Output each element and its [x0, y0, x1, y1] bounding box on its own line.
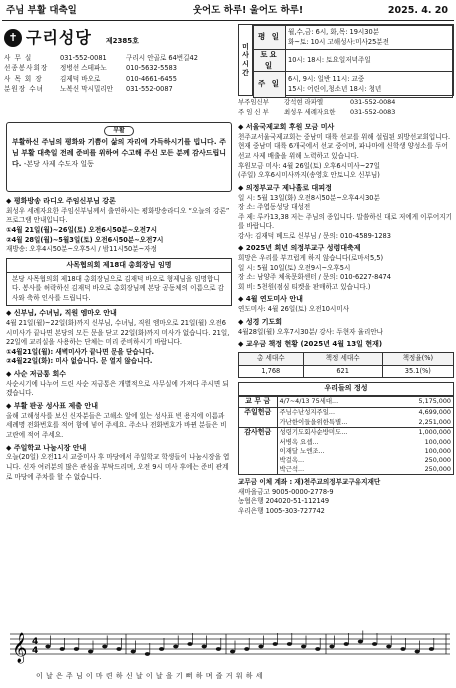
note-head	[273, 642, 278, 646]
note-head	[88, 650, 93, 654]
note-head	[216, 647, 221, 651]
mass-row-value: 6시, 9시: 일반 11시: 교중 15시: 어린이,청소년 18시: 청년	[286, 72, 453, 98]
note-head	[102, 645, 107, 649]
note-head	[116, 647, 121, 651]
mass-row-key: 평 일	[254, 26, 286, 50]
staff-value: 정병선 스테파노	[60, 64, 107, 73]
note-head	[258, 645, 263, 649]
right-notices: ◆ 서울국제교회 후원 모금 미사 천주교서울국제교회는 중남미 대륙 선교를 위해 설립된 외방선교회입니다. 현재 중남미 대륙 6개국에서 선교 중이며, 파나마에 신학생 양성소를 두어 선교 사제 배출을 위해 노력하고 있습니다. 후원모금 미사: 4월 26일(토) 오후6시미사~27일 (주일) 오후6시미사까지(송영호 안토니오 신부님) ◆ 의정부교구 제나흘로 대피정 일 시: 5월 13일(화) 오전8시50분~오후4시30분 장 소: 주엽동성당 대성전 주 제: 루카13,38 저는 주님의 종입니다. 말씀하신 대로 저에게 이루어지기를 바랍니다. 강사: 김재덕 베드로 신부님 / 문의: 010-4589-1283 ◆ 2025년 희년 의정부교구 성령대축제 희망은 우리를 부끄럽게 하지 않습니다(로마서5,5) 일 시: 5월 10일(토) 오전9시~오후5시 장 소: 남양주 체육문화센터 / 문의: 010-6227-8474 회 비: 5천원(점심 티켓을 판매하고 있습니다.) ◆ 4월 연도미사 안내 연도미사: 4월 26일(토) 오전10시미사 ◆ 성경 기도회 4월28일(월) 오후7시30분/ 강사: 두현자 율리안나 ◆ 교우금 책정 현황 (2025년 4월 13일 현재) 총 세대수 책정 세대수 책정율(%) 1,768 621 35.1(%) 우리들의 정성 교 무 금 4/7~4/13 75세대... 5,175,000 주일헌금 주님수난성지주일... 4,699,000 가난한이들을위한특별... 2,251,000 감사헌금 성령기도회사순방미도... 1,000,000 서병옥 요셉... 100,000 이재달 노엔조... 100,000 박걸옥... 250,000 박근석... 250,000 교무금 이체 계좌 : 재)천주교의정부교구유지재단 새마을금고 9005-0000-2778-9 농협은행 204020-51-112149 우리은행 1005-303-727742	[238, 123, 453, 515]
time-signature: 4	[32, 646, 39, 656]
note-head	[344, 642, 349, 646]
time-signature: 4	[32, 637, 39, 647]
staff-value: 노복신 막시밀리안	[60, 85, 114, 94]
note-head	[315, 647, 320, 651]
feast-name: 주님 부활 대축일	[6, 5, 77, 17]
parish-header	[4, 24, 234, 120]
note-head	[372, 642, 377, 646]
notice-title: ◆ 의정부교구 제나흘로 대피정	[238, 183, 332, 192]
note-head	[358, 640, 363, 644]
staff-list	[4, 54, 234, 94]
note-head	[429, 647, 434, 651]
notice-title: ◆ 2025년 희년 의정부교구 성령대축제	[238, 244, 361, 253]
notice-title: ◆ 성경 기도회	[238, 317, 283, 326]
staff-value: 김제덕 바오로	[60, 74, 101, 83]
hymn-lyrics: 이 날 은 주 님 이 마 련 하 신 날 이 날 을 기 뻐 하 며 즐 거 워 하 세	[36, 672, 263, 680]
note-head	[60, 647, 65, 651]
note-head	[74, 647, 79, 651]
offering-table	[238, 382, 454, 475]
offering-row: 교 무 금 4/7~4/13 75세대... 5,175,000	[239, 397, 453, 408]
notice-title: ◆ 평화방송 라디오 주임신부님 강론	[6, 197, 116, 205]
note-head	[173, 645, 178, 649]
staff-value: 010-5632-5583	[126, 64, 177, 73]
staff-label: 선종봉사회장	[4, 64, 49, 73]
pledge-status-table: 총 세대수 책정 세대수 책정율(%) 1,768 621 35.1(%)	[238, 352, 454, 378]
note-head	[159, 647, 164, 651]
staff-value: 구리시 안골로 64번길42	[126, 54, 198, 62]
notice-body: 최성우 세례자요한 주임신부님께서 출연하시는 평화방송라디오 “오늘의 강론” 프로그램 안내입니다.	[6, 206, 230, 225]
staff-value: 010-4661-6455	[126, 74, 177, 83]
offering-row: 이재달 노엔조... 100,000	[239, 447, 453, 456]
note-head	[400, 647, 405, 651]
notice-title: ◆ 주일학교 나눔시장 안내	[6, 443, 87, 452]
staff-value: 031-552-0087	[126, 85, 173, 94]
note-head	[187, 642, 192, 646]
offering-row: 감사헌금 성령기도회사순방미도... 1,000,000	[239, 428, 453, 438]
mass-row-key: 주 일	[254, 72, 286, 98]
clergy-list: 부주임신부 강석현 라파엘 031-552-0084 주 임 신 부 최성우 세례자요한 031-552-0083	[238, 98, 396, 117]
issue-number: 제2385호	[105, 37, 139, 46]
note-head	[386, 645, 391, 649]
notice-title: ◆ 4월 연도미사 안내	[238, 295, 303, 304]
offering-row: 박근석... 250,000	[239, 465, 453, 474]
staff-label: 사 목 회 장	[4, 74, 43, 83]
issue-date: 2025. 4. 20	[387, 5, 448, 17]
left-notices: ◆ 평화방송 라디오 주임신부님 강론 최성우 세례자요한 주임신부님께서 출연하시는 평화방송라디오 “오늘의 강론” 프로그램 안내입니다. ①4월 21일(월)~26일(토) 오전6시50분~오전7시 ②4월 28일(월)~5월3일(토) 오전6시50분~오전7시 재방송: 오후4시50분~오후5시 / 밤11시50분~자정 사목협의회 제18대 총회장님 임명 본당 사목협의회 제18대 총회장님으로 김재덕 바오로 형제님을 임명합니다. 봉사를 허락하신 김재덕 바오로 총회장님께 본당 공동체의 이름으로 감사와 축하 인사를 드립니다. ◆ 신부님, 수녀님, 직원 엠마오 안내 4월 21일(월)~22일(화)까지 신부님, 수녀님, 직원 엠마오로 21일(월) 오전6시미사가 끝나면 본당의 모든 문을 닫고 22일(화)까지 미사가 없습니다. 21일, 22일에 교리실을 사용하는 단체는 미리 준비하시기 바랍니다. ①4월21일(월): 새벽미사가 끝나면 문을 닫습니다. ②4월22일(화): 미사 없습니다. 문 열지 않습니다. ◆ 사순 저금통 회수 사순시기에 나누어 드린 사순 저금통은 개별적으로 사무실에 가져다 주시면 되겠습니다. ◆ 부활 판공 성사표 제출 안내 올해 고해성사를 보신 신자분들은 고해소 앞에 있는 성사표 빈 용지에 이름과 세례명 전화번호를 적어 함에 넣어 주세요. 주소나 전화번호가 바뀐 분들은 비고란에 적어 주세요. ◆ 주일학교 나눔시장 안내 오늘(20일) 오전11시 교중미사 후 마당에서 주일학교 학생들이 나눔시장을 엽니다. 신자 여러분의 많은 관심을 부탁드리며, 오전 9시 미사 후에는 준비 관계로 마당에 주차를 할 수 없습니다.	[6, 194, 232, 482]
staff-label: 분원장 수녀	[4, 85, 44, 94]
mass-side-label: 미 사 시 간	[239, 25, 253, 95]
easter-greeting	[6, 122, 232, 192]
mass-row-value: 10시: 18시: 토요일저녁주일	[286, 50, 453, 72]
mass-row-value: 월,수,금: 6시, 화,목: 19시30분 화~토: 10시 고해성사:미사25분전	[286, 26, 453, 50]
notice-title: ◆ 부활 판공 성사표 제출 안내	[6, 401, 98, 410]
account-info: 교무금 이체 계좌 : 재)천주교의정부교구유지재단	[238, 478, 381, 487]
notice-title: ◆ 사순 저금통 회수	[6, 369, 67, 378]
note-head	[244, 647, 249, 651]
mass-times-table	[238, 24, 454, 96]
top-bar	[2, 2, 454, 21]
note-head	[287, 642, 292, 646]
note-head	[301, 645, 306, 649]
note-head	[202, 645, 207, 649]
note-head	[45, 645, 50, 649]
note-head	[329, 645, 334, 649]
treble-clef-icon: 𝄞	[12, 633, 28, 663]
hymn-score	[6, 622, 454, 686]
offering-row: 서병옥 요셉... 100,000	[239, 438, 453, 447]
notice-title: ◆ 신부님, 수녀님, 직원 엠마오 안내	[6, 309, 117, 318]
music-staff	[6, 622, 454, 670]
staff-value: 031-552-0081	[60, 54, 107, 62]
staff-label: 사 무 실	[4, 54, 33, 62]
offering-row: 가난한이들을위한특별... 2,251,000	[239, 418, 453, 428]
offering-row: 주일헌금 주님수난성지주일... 4,699,000	[239, 407, 453, 417]
easter-ribbon: 부활	[104, 126, 134, 136]
cross-icon: ✝	[4, 29, 22, 47]
offering-row: 박걸옥... 250,000	[239, 456, 453, 465]
note-head	[415, 650, 420, 654]
notice-title: ◆ 서울국제교회 후원 모금 미사	[238, 123, 335, 131]
council-notice-box: 사목협의회 제18대 총회장님 임명 본당 사목협의회 제18대 총회장님으로 김재덕 바오로 형제님을 임명합니다. 봉사를 허락하신 김재덕 바오로 총회장님께 본당 공동체의 이름으로 감사와 축하 인사를 드립니다.	[6, 258, 232, 307]
note-head	[145, 652, 150, 656]
note-head	[230, 650, 235, 654]
note-head	[131, 650, 136, 654]
notice-title: ◆ 교우금 책정 현황 (2025년 4월 13일 현재)	[238, 340, 383, 349]
mass-row-key: 토요일	[254, 50, 286, 72]
greeting-text: 부활하신 주님의 평화와 기쁨이 삶의 자리에 가득하시기를 빕니다. 주님 부활 대축일 전례 준비를 위하여 수고해 주신 모든 분께 감사드립니다. -본당 사제 수도자 일동	[12, 138, 226, 168]
offering-title: 우리들의 정성	[239, 383, 453, 396]
motto: 웃어도 하루! 울어도 하루!	[192, 5, 304, 17]
parish-name: 구리성당	[26, 27, 92, 47]
